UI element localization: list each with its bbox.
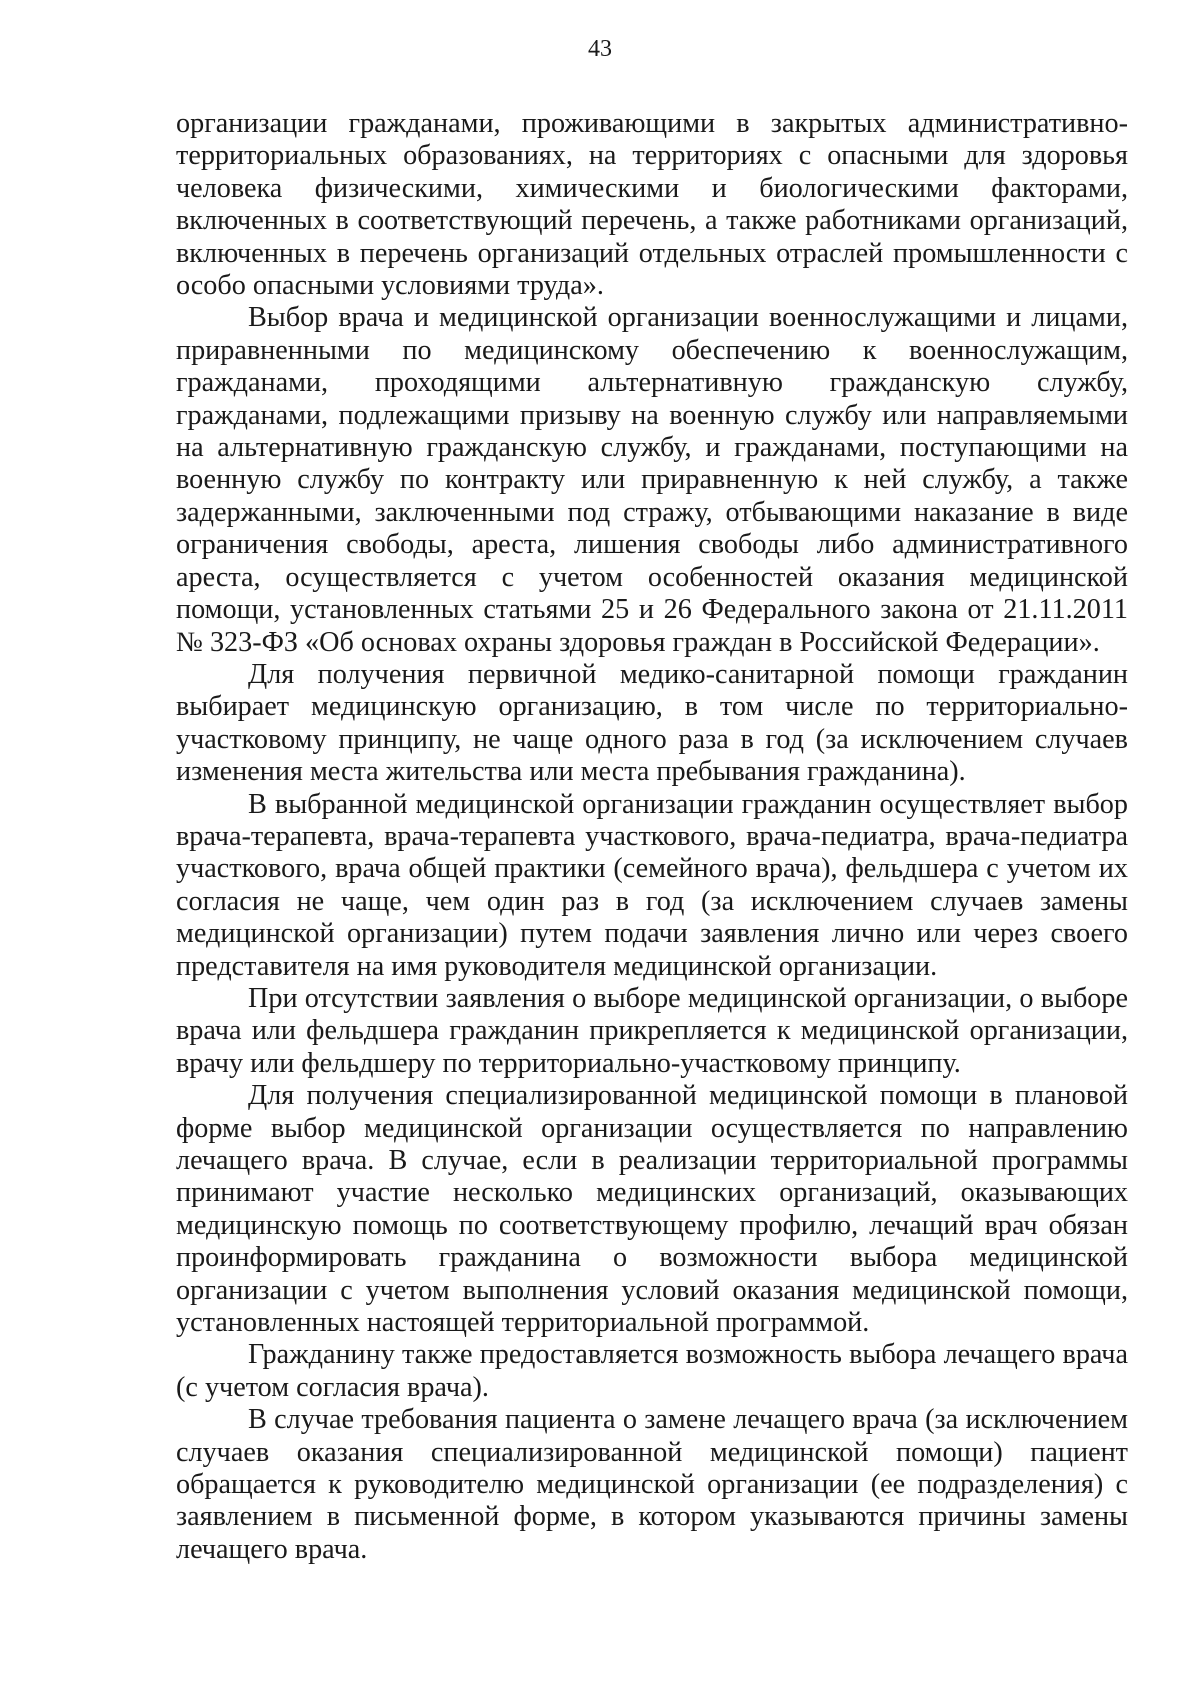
page-number: 43 — [588, 36, 612, 62]
document-body — [176, 108, 1128, 1566]
paragraph-2: Выбор врача и медицинской организации военнослужащими и лицами, приравненными по медицинскому обеспечению к военнослужащим, гражданами, проходящими альтернативную гражданскую службу, гражданами, подлежащими призыву на военную службу или направляемыми на альтернативную гражданскую службу, и гражданами, поступающими на военную службу по контракту или приравненную к ней службу, а также задержанными, заключенными под стражу, отбывающими наказание в виде ограничения свободы, ареста, лишения свободы либо административного ареста, осуществляется с учетом особенностей оказания медицинской помощи, установленных статьями 25 и 26 Федерального закона от 21.11.2011 № 323-ФЗ «Об основах охраны здоровья граждан в Российской Федерации». — [176, 302, 1128, 658]
paragraph-8: В случае требования пациента о замене лечащего врача (за исключением случаев оказания специализированной медицинской помощи) пациент обращается к руководителю медицинской организации (ее подразделения) с заявлением в письменной форме, в котором указываются причины замены лечащего врача. — [176, 1404, 1128, 1565]
paragraph-4: В выбранной медицинской организации гражданин осуществляет выбор врача-терапевта, врача-терапевта участкового, врача-педиатра, врача-педиатра участкового, врача общей практики (семейного врача), фельдшера с учетом их согласия не чаще, чем один раз в год (за исключением случаев замены медицинской организации) путем подачи заявления лично или через своего представителя на имя руководителя медицинской организации. — [176, 788, 1128, 982]
paragraph-6: Для получения специализированной медицинской помощи в плановой форме выбор медицинской организации осуществляется по направлению лечащего врача. В случае, если в реализации территориальной программы принимают участие несколько медицинских организаций, оказывающих медицинскую помощь по соответствующему профилю, лечащий врач обязан проинформировать гражданина о возможности выбора медицинской организации с учетом выполнения условий оказания медицинской помощи, установленных настоящей территориальной программой. — [176, 1080, 1128, 1339]
paragraph-7: Гражданину также предоставляется возможность выбора лечащего врача (с учетом согласия врача). — [176, 1339, 1128, 1403]
paragraph-1: организации гражданами, проживающими в закрытых административно-территориальных образованиях, на территориях с опасными для здоровья человека физическими, химическими и биологическими факторами, включенных в соответствующий перечень, а также работниками организаций, включенных в перечень организаций отдельных отраслей промышленности с особо опасными условиями труда». — [176, 108, 1128, 302]
paragraph-3: Для получения первичной медико-санитарной помощи гражданин выбирает медицинскую организацию, в том числе по территориально-участковому принципу, не чаще одного раза в год (за исключением случаев изменения места жительства или места пребывания гражданина). — [176, 658, 1128, 788]
paragraph-5: При отсутствии заявления о выборе медицинской организации, о выборе врача или фельдшера гражданин прикрепляется к медицинской организации, врачу или фельдшеру по территориально-участковому принципу. — [176, 982, 1128, 1079]
